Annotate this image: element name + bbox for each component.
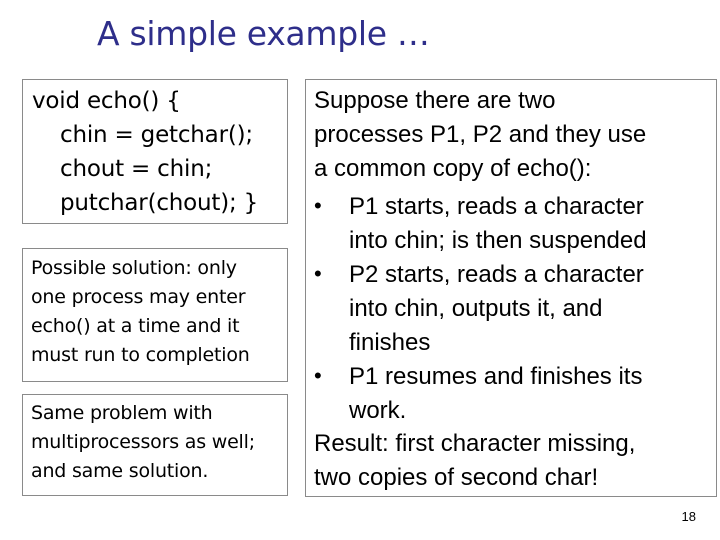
note-line: one process may enter [31,286,246,308]
intro-line: processes P1, P2 and they use [314,121,647,148]
multiprocessor-note-box [22,394,288,496]
bullet-line: P1 resumes and finishes its [349,363,643,390]
note-line: and same solution. [31,460,209,482]
bullet-line: work. [349,397,407,424]
intro-line: Suppose there are two [314,87,556,114]
result-line: Result: first character missing, [314,430,636,457]
slide-title: A simple example … [97,14,430,53]
code-box [22,79,288,224]
bullet-line: finishes [349,329,431,356]
note-line: multiprocessors as well; [31,431,255,453]
note-line: Same problem with [31,402,213,424]
bullet-line: into chin; is then suspended [349,227,647,254]
intro-line: a common copy of echo(): [314,155,592,182]
bullet-icon: • [314,193,322,218]
code-line: void echo() { [32,88,181,114]
code-line: chout = chin; [60,156,213,182]
result-line: two copies of second char! [314,464,599,491]
solution-note-box [22,248,288,382]
explanation-box [305,79,717,497]
bullet-icon: • [314,363,322,388]
note-line: Possible solution: only [31,257,237,279]
code-line: chin = getchar(); [60,122,253,148]
note-line: must run to completion [31,344,250,366]
page-number: 18 [681,509,696,524]
bullet-icon: • [314,261,322,286]
bullet-line: P1 starts, reads a character [349,193,644,220]
bullet-line: P2 starts, reads a character [349,261,644,288]
code-line: putchar(chout); } [60,190,259,216]
bullet-line: into chin, outputs it, and [349,295,603,322]
note-line: echo() at a time and it [31,315,240,337]
